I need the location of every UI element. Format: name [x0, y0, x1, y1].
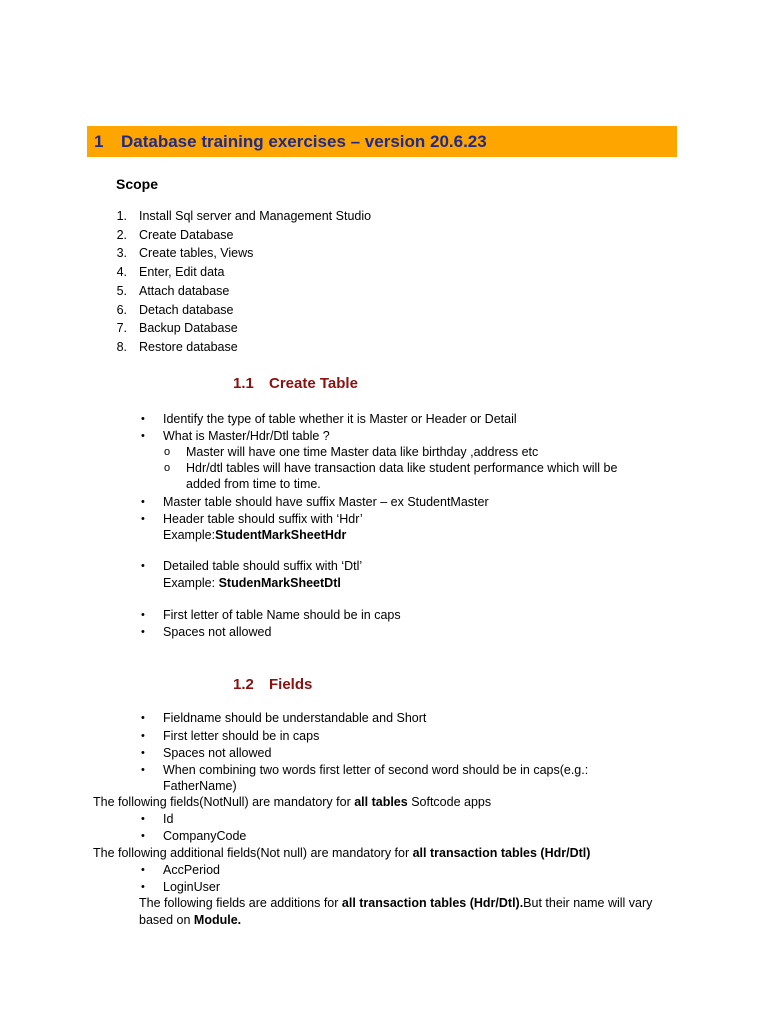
list-marker: 1. — [116, 209, 127, 223]
list-item: Spaces not allowed — [163, 625, 272, 639]
paragraph-mandatory-transaction — [93, 845, 590, 861]
bullet-glyph: • — [141, 712, 145, 724]
bullet-glyph: • — [141, 830, 145, 842]
example-label: Example: — [163, 528, 216, 542]
list-marker: 6. — [116, 303, 127, 317]
sub-list-item: Hdr/dtl tables will have transaction data like student performance which will be — [186, 461, 618, 475]
bullet-glyph: • — [141, 430, 145, 442]
page-title: Database training exercises – version 20.6.23 — [121, 132, 487, 151]
list-marker: 8. — [116, 340, 127, 354]
list-marker: 3. — [116, 246, 127, 260]
bullet-glyph: • — [141, 560, 145, 572]
list-item: What is Master/Hdr/Dtl table ? — [163, 429, 330, 443]
list-item: Enter, Edit data — [139, 265, 225, 279]
sub-bullet-glyph: o — [164, 462, 171, 474]
text-run: The following additional fields(Not null) are mandatory for — [93, 846, 413, 860]
list-item: Attach database — [139, 284, 230, 298]
text-run-bold: all tables — [354, 795, 408, 809]
bullet-glyph: • — [141, 764, 145, 776]
list-item: CompanyCode — [163, 829, 247, 843]
subsection-number: 1.1 — [233, 375, 254, 392]
bullet-glyph: • — [141, 609, 145, 621]
text-run: But their name will vary — [523, 896, 653, 910]
list-item: Create Database — [139, 228, 234, 242]
example-label: Example: — [163, 576, 219, 590]
sub-list-item-continued: added from time to time. — [186, 477, 321, 491]
bullet-glyph: • — [141, 747, 145, 759]
list-item: AccPeriod — [163, 863, 220, 877]
bullet-glyph: • — [141, 881, 145, 893]
text-run: Softcode apps — [407, 795, 492, 809]
list-item: Master table should have suffix Master – ex StudentMaster — [163, 495, 489, 509]
text-run: The following fields are additions for — [139, 896, 342, 910]
text-run-bold: Module. — [193, 913, 242, 927]
text-run: based on — [139, 913, 194, 927]
bullet-glyph: • — [141, 730, 145, 742]
list-item: Restore database — [139, 340, 238, 354]
list-marker: 5. — [116, 284, 127, 298]
paragraph-additional-fields — [139, 895, 652, 911]
example-value: StudentMarkSheetHdr — [215, 528, 347, 542]
example-line — [163, 527, 346, 543]
sub-bullet-glyph: o — [164, 446, 171, 458]
subsection-title: Fields — [269, 676, 313, 693]
list-item: LoginUser — [163, 880, 220, 894]
list-marker: 7. — [116, 321, 127, 335]
list-item: When combining two words first letter of second word should be in caps(e.g.: — [163, 763, 589, 777]
list-item: Backup Database — [139, 321, 238, 335]
list-item: Detach database — [139, 303, 234, 317]
paragraph-additional-fields-continued — [139, 912, 241, 928]
list-marker: 2. — [116, 228, 127, 242]
bullet-glyph: • — [141, 626, 145, 638]
sub-list-item: Master will have one time Master data like birthday ,address etc — [186, 445, 539, 459]
list-item: Id — [163, 812, 174, 826]
section-banner — [87, 126, 677, 157]
list-item: Spaces not allowed — [163, 746, 272, 760]
text-run-bold: all transaction tables (Hdr/Dtl). — [341, 896, 524, 910]
list-item: Detailed table should suffix with ‘Dtl’ — [163, 559, 363, 573]
bullet-glyph: • — [141, 513, 145, 525]
subsection-title: Create Table — [269, 375, 358, 392]
list-item: Identify the type of table whether it is Master or Header or Detail — [163, 412, 517, 426]
bullet-glyph: • — [141, 864, 145, 876]
paragraph-mandatory-all — [93, 794, 491, 810]
bullet-glyph: • — [141, 496, 145, 508]
text-run: The following fields(NotNull) are mandatory for — [93, 795, 355, 809]
list-marker: 4. — [116, 265, 127, 279]
list-item: Header table should suffix with ‘Hdr’ — [163, 512, 363, 526]
bullet-glyph: • — [141, 413, 145, 425]
example-value: StudenMarkSheetDtl — [218, 576, 341, 590]
bullet-glyph: • — [141, 813, 145, 825]
subsection-number: 1.2 — [233, 676, 254, 693]
list-item: First letter of table Name should be in caps — [163, 608, 401, 622]
list-item: Fieldname should be understandable and Short — [163, 711, 427, 725]
list-item: Create tables, Views — [139, 246, 254, 260]
scope-heading: Scope — [116, 176, 159, 192]
list-item: First letter should be in caps — [163, 729, 320, 743]
section-number: 1 — [94, 132, 104, 151]
text-run-bold: all transaction tables (Hdr/Dtl) — [412, 846, 591, 860]
list-item-continued: FatherName) — [163, 779, 237, 793]
list-item: Install Sql server and Management Studio — [139, 209, 372, 223]
example-line — [163, 575, 341, 591]
